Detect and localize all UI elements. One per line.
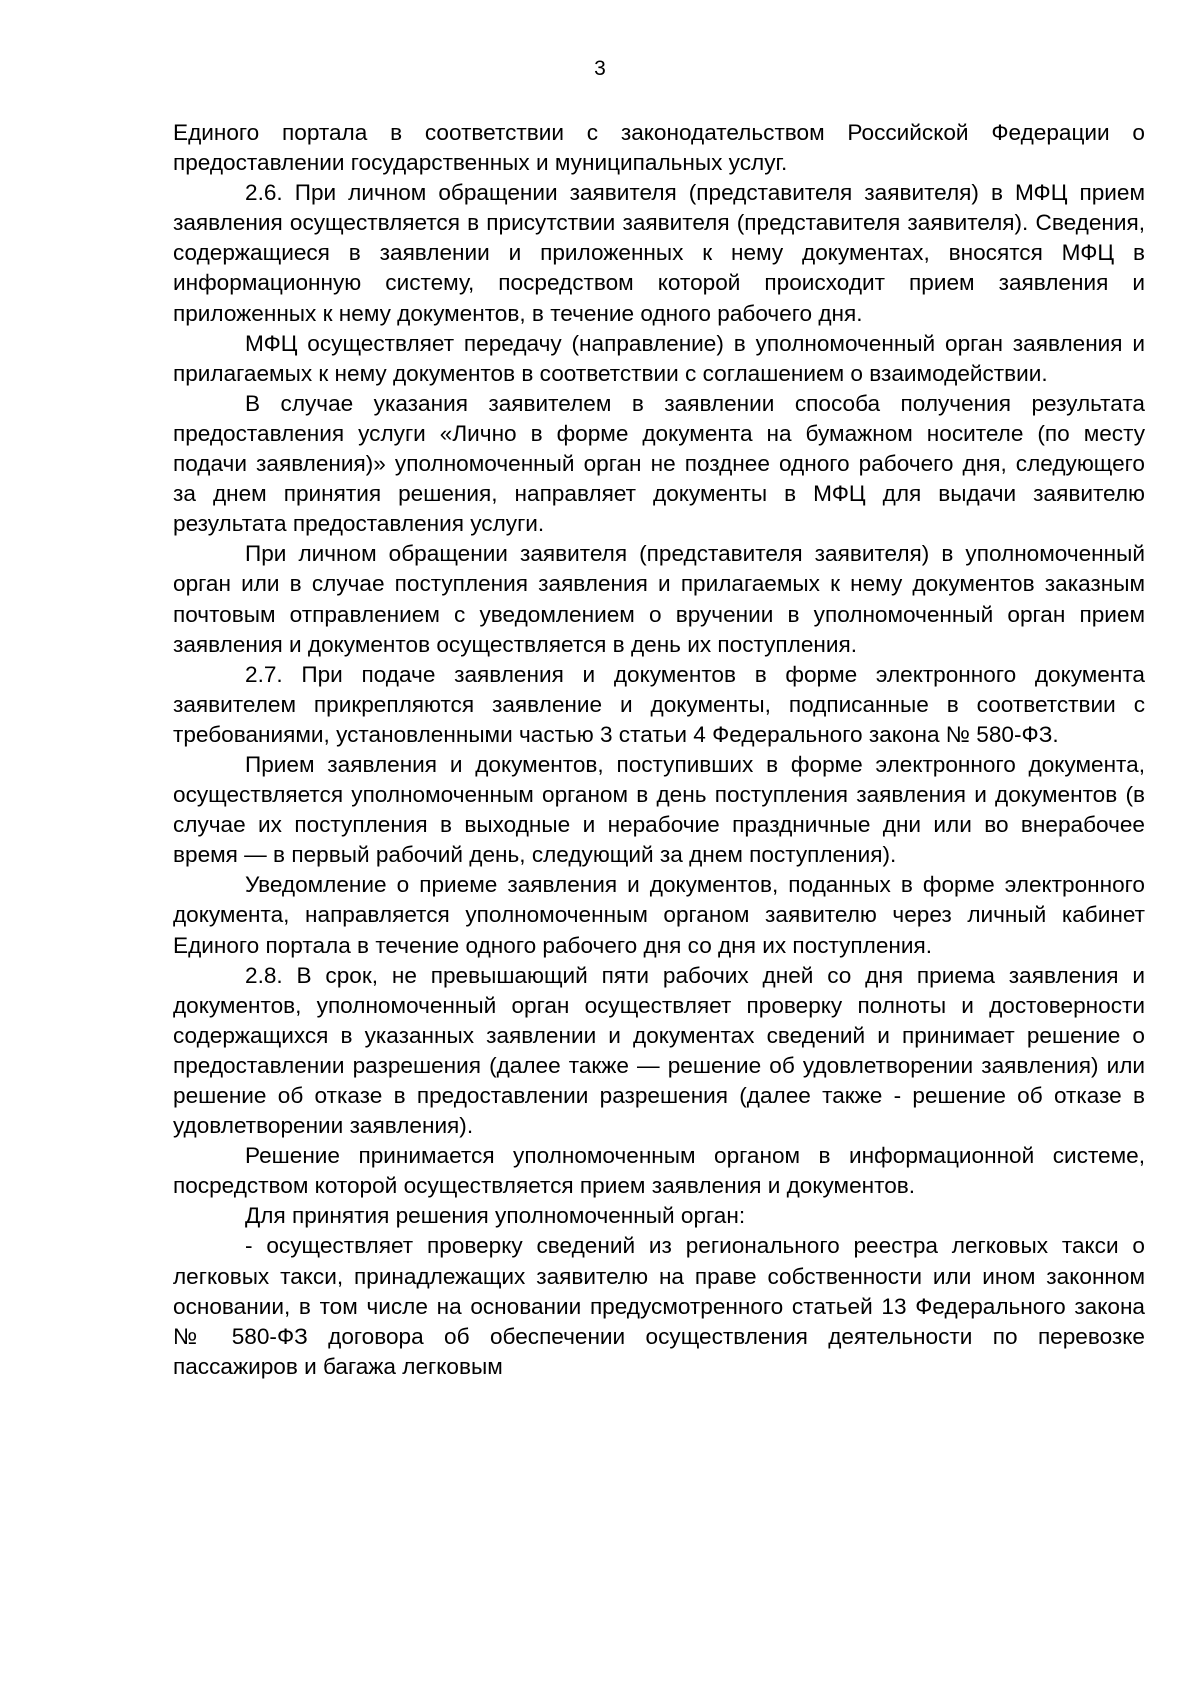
paragraph-mfc-transfer: МФЦ осуществляет передачу (направление) в уполномоченный орган заявления и прилагаемых к нему документов в соответствии с соглашением о взаимодействии. xyxy=(173,330,1145,386)
paragraph-decision-intro: Для принятия решения уполномоченный орган: xyxy=(245,1203,746,1229)
page-number: 3 xyxy=(594,57,606,80)
paragraph-2-7: 2.7. При подаче заявления и документов в форме электронного документа заявителем прикрепляются заявление и документы, подписанные в соответствии с требованиями, установленными частью 3 статьи 4 Федерального закона № 580-ФЗ. xyxy=(173,661,1145,747)
document-body xyxy=(173,118,1145,1382)
paragraph-notification: Уведомление о приеме заявления и документов, поданных в форме электронного документа, направляется уполномоченным органом заявителю через личный кабинет Единого портала в течение одного рабочего дня со дня их поступления. xyxy=(173,872,1145,958)
paragraph-decision-system: Решение принимается уполномоченным органом в информационной системе, посредством которой осуществляется прием заявления и документов. xyxy=(173,1143,1145,1199)
paragraph-result-method: В случае указания заявителем в заявлении способа получения результата предоставления услуги «Лично в форме документа на бумажном носителе (по месту подачи заявления)» уполномоченный орган не позднее одного рабочего дня, следующего за днем принятия решения, направляет документы в МФЦ для выдачи заявителю результата предоставления услуги. xyxy=(173,390,1145,537)
paragraph-2-8: 2.8. В срок, не превышающий пяти рабочих дней со дня приема заявления и документов, уполномоченный орган осуществляет проверку полноты и достоверности содержащихся в указанных заявлении и документах сведений и принимает решение о предоставлении разрешения (далее также — решение об удовлетворении заявления) или решение об отказе в предоставлении разрешения (далее также - решение об отказе в удовлетворении заявления). xyxy=(173,962,1145,1139)
paragraph-continuation: Единого портала в соответствии с законодательством Российской Федерации о предоставлении государственных и муниципальных услуг. xyxy=(173,120,1145,176)
paragraph-registry-check: - осуществляет проверку сведений из регионального реестра легковых такси о легковых такси, принадлежащих заявителю на праве собственности или ином законном основании, в том числе на основании предусмотренного статьей 13 Федерального закона № 580-ФЗ договора об обеспечении осуществления деятельности по перевозке пассажиров и багажа легковым xyxy=(173,1233,1145,1379)
paragraph-electronic-acceptance: Прием заявления и документов, поступивших в форме электронного документа, осуществляется уполномоченным органом в день поступления заявления и документов (в случае их поступления в выходные и нерабочие праздничные дни или во внерабочее время — в первый рабочий день, следующий за днем поступления). xyxy=(173,751,1145,868)
paragraph-2-6: 2.6. При личном обращении заявителя (представителя заявителя) в МФЦ прием заявления осуществляется в присутствии заявителя (представителя заявителя). Сведения, содержащиеся в заявлении и приложенных к нему документах, вносятся МФЦ в информационную систему, посредством которой происходит прием заявления и приложенных к нему документов, в течение одного рабочего дня. xyxy=(173,180,1145,326)
paragraph-personal-appeal: При личном обращении заявителя (представителя заявителя) в уполномоченный орган или в случае поступления заявления и прилагаемых к нему документов заказным почтовым отправлением с уведомлением о вручении в уполномоченный орган прием заявления и документов осуществляется в день их поступления. xyxy=(173,541,1145,657)
